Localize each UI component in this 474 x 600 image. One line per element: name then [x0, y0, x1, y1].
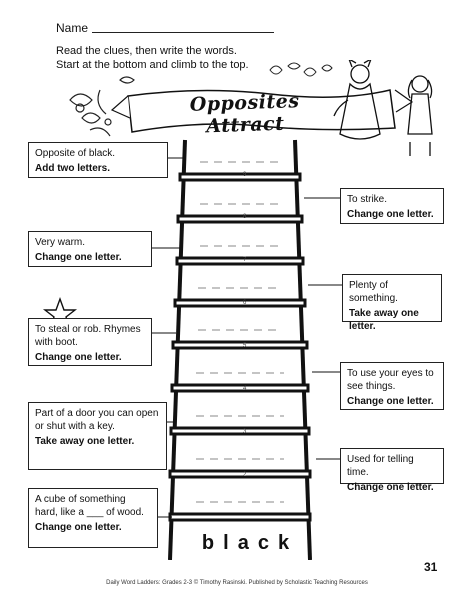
clue-direction: Change one letter. [35, 252, 122, 263]
clue-box-1 [28, 488, 158, 548]
clue-text: To use your eyes to see things. [347, 368, 434, 392]
clue-text: Very warm. [35, 237, 86, 248]
clue-direction: Change one letter. [35, 352, 122, 363]
rung-number: 5 [243, 343, 247, 349]
clue-text: To strike. [347, 194, 388, 205]
clue-direction: Add two letters. [35, 163, 111, 174]
clue-text: Plenty of something. [349, 280, 398, 304]
clue-direction: Change one letter. [347, 482, 434, 493]
rung-number: 6 [243, 300, 247, 306]
rung-number: 9 [243, 172, 247, 178]
footer-credit: Daily Word Ladders: Grades 2-3 © Timothy Rasinski. Published by Scholastic Teaching Resources [106, 580, 368, 586]
clue-box-7 [28, 231, 152, 267]
start-word: black [201, 532, 299, 554]
clue-box-2 [340, 448, 444, 493]
clue-box-4 [340, 362, 444, 410]
clue-direction: Take away one letter. [35, 436, 135, 447]
rung-number: 8 [243, 214, 247, 220]
worksheet-title: Opposites Attract [189, 90, 300, 138]
instruction-line-1: Read the clues, then write the words. [56, 45, 237, 57]
clue-direction: Change one letter. [347, 396, 434, 407]
name-label: Name [56, 21, 89, 35]
rung-number: 3 [243, 429, 247, 435]
clue-direction: Change one letter. [347, 209, 434, 220]
clue-box-3 [28, 402, 167, 470]
clue-text: Part of a door you can open or shut with a key. [35, 408, 159, 432]
page-number: 31 [424, 560, 438, 574]
rung-number: 7 [243, 257, 247, 263]
clue-direction: Change one letter. [35, 522, 122, 533]
clue-text: To steal or rob. Rhymes with boot. [35, 324, 141, 348]
clue-direction: Take away one letter. [349, 308, 419, 332]
rung-number: 4 [243, 386, 247, 392]
clue-text: Opposite of black. [35, 148, 116, 159]
clue-box-6 [342, 274, 442, 332]
instruction-line-2: Start at the bottom and climb to the top. [56, 59, 249, 71]
clue-text: Used for telling time. [347, 454, 414, 478]
clue-box-5 [28, 318, 152, 366]
clue-box-8 [340, 188, 444, 224]
rung-number: 2 [243, 472, 247, 478]
clue-text: A cube of something hard, like a ___ of wood. [35, 494, 144, 518]
clue-box-9 [28, 142, 168, 178]
